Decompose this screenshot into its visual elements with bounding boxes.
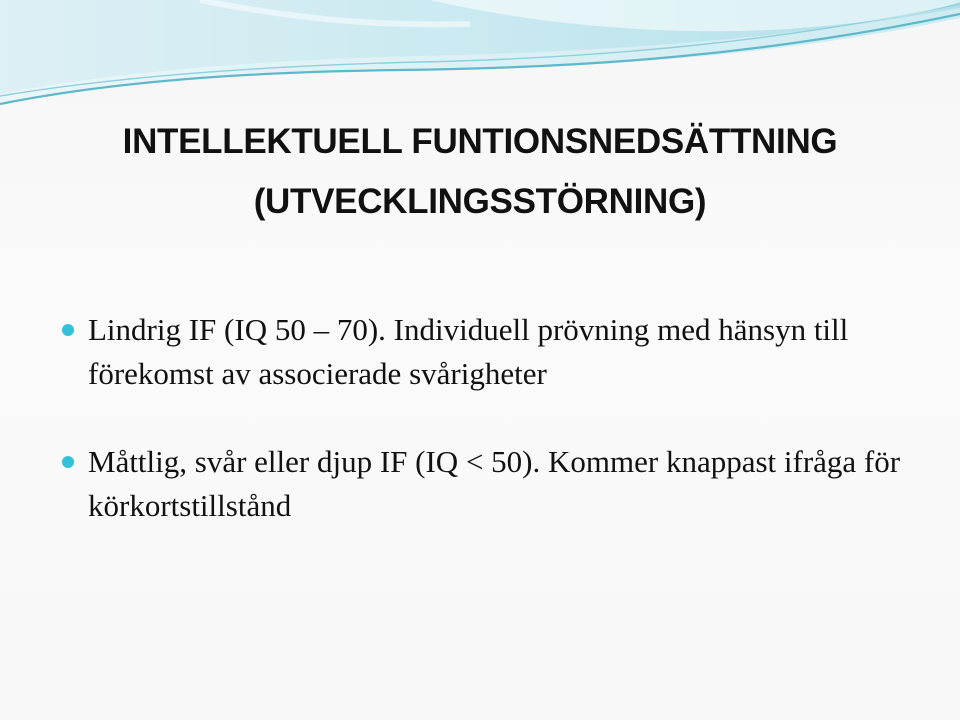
bullet-dot-icon <box>62 456 74 468</box>
bullet-list <box>62 308 932 572</box>
bullet-item-moderate-severe <box>62 440 932 528</box>
bullet-item-mild <box>62 308 932 396</box>
bullet-text: Lindrig IF (IQ 50 – 70). Individuell prövning med hänsyn till förekomst av associerade svårigheter <box>88 312 849 391</box>
title-line-1: INTELLEKTUELL FUNTIONSNEDSÄTTNING <box>122 122 838 161</box>
bullet-text: Måttlig, svår eller djup IF (IQ < 50). Kommer knappast ifråga för körkortstillstånd <box>88 444 901 523</box>
title-line-2: (UTVECKLINGSSTÖRNING) <box>253 182 707 221</box>
slide-title <box>40 112 920 232</box>
bullet-dot-icon <box>62 324 74 336</box>
header-wave-decoration <box>0 0 960 120</box>
